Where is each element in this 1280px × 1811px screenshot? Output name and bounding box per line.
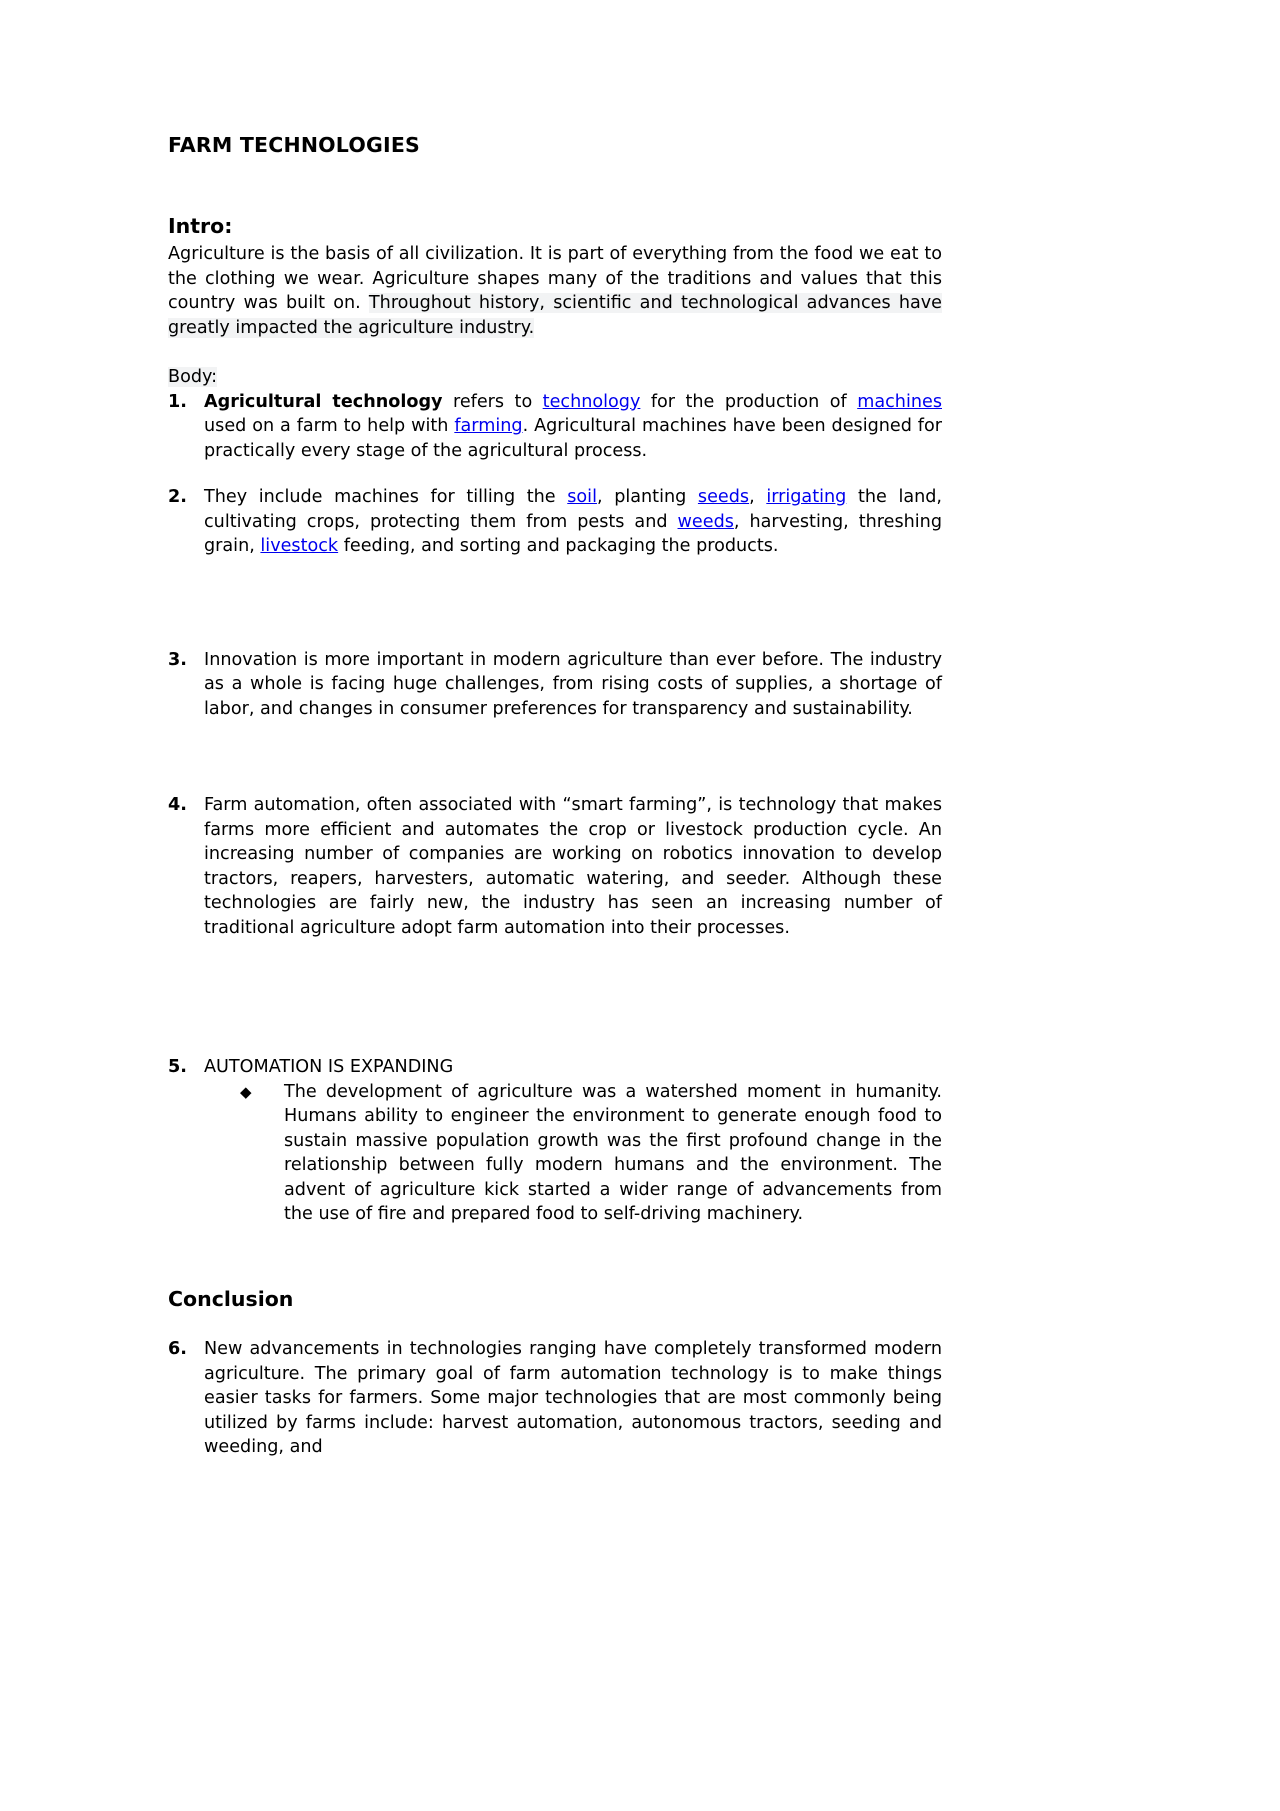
inline-link[interactable]: farming — [454, 416, 523, 437]
inline-link[interactable]: livestock — [260, 536, 339, 557]
intro-heading: Intro: — [168, 213, 233, 238]
text-run: Innovation is more important in modern agriculture than ever before. The industry as a whole is facing huge challenges, from rising costs of supplies, a shortage of labor, and changes in consumer preferences for transparency and sustainability. — [204, 649, 942, 719]
list-item — [168, 485, 942, 559]
inline-link[interactable]: machines — [857, 391, 942, 412]
text-run: , — [749, 487, 767, 508]
inline-link[interactable]: irrigating — [766, 487, 847, 508]
list-item-number: 6. — [168, 1339, 187, 1360]
list-item-text — [204, 650, 942, 719]
page-bottom-spacer — [168, 1460, 942, 1500]
text-run: , harvesting, threshing grain, — [204, 511, 942, 557]
sub-bullet-item — [240, 1080, 942, 1227]
list-item-number: 4. — [168, 795, 187, 816]
text-run: feeding, and sorting and packaging the products. — [338, 536, 779, 557]
text-run: . Agricultural machines have been designed for practically every stage of the agricultural process. — [204, 416, 942, 461]
text-run: AUTOMATION IS EXPANDING — [204, 1057, 454, 1078]
list-item-text — [204, 1339, 942, 1457]
list-item-number: 1. — [168, 391, 187, 412]
list-item-text — [204, 795, 942, 938]
list-item-number: 3. — [168, 649, 187, 670]
list-item-text — [204, 392, 942, 461]
bold-text: Agricultural technology — [204, 391, 443, 412]
list-item-text — [204, 1057, 453, 1077]
text-run: used on a farm to help with — [204, 416, 455, 437]
text-run: They include machines for tilling the — [204, 487, 568, 508]
list-item — [168, 793, 942, 940]
diamond-bullet-icon: ◆ — [240, 1082, 252, 1101]
body-label-wrapper — [168, 365, 942, 390]
document-content — [168, 0, 942, 1500]
body-label: Body: — [168, 367, 218, 388]
list-item-number: 5. — [168, 1057, 187, 1078]
list-item — [168, 648, 942, 722]
intro-text-plain: Agriculture is the basis of all civilization. It is part of everything from the food we eat to the clothing we wear. Agriculture shapes many of the traditions and values that this country was built on. — [168, 244, 942, 314]
inline-link[interactable]: technology — [542, 391, 641, 412]
text-run: the land, cultivating crops, protecting them from pests and — [204, 487, 943, 532]
text-run: , planting — [596, 487, 698, 508]
text-run: refers to — [442, 391, 543, 412]
text-run: for the production of — [640, 391, 858, 412]
text-run: New advancements in technologies ranging have completely transformed modern agriculture. The primary goal of farm automation technology is to make things easier tasks for farmers. Some major technologies that are most commonly being utilized by farms include: harvest automation, autonomous tractors, seeding and weeding, and — [204, 1339, 942, 1458]
inline-link[interactable]: soil — [567, 487, 597, 508]
inline-link[interactable]: seeds — [697, 487, 750, 508]
list-item — [168, 1055, 942, 1080]
list-item-text — [204, 487, 942, 556]
intro-text-highlighted: Throughout history, scientific and technological advances have greatly impacted the agriculture industry. — [168, 293, 942, 338]
sub-bullet-text: The development of agriculture was a watershed moment in humanity. Humans ability to engineer the environment to generate enough food to sustain massive population growth was the first profound change in the relationship between fully modern humans and the environment. The advent of agriculture kick started a wider range of advancements from the use of fire and prepared food to self-driving machinery. — [284, 1081, 942, 1225]
list-item-number: 2. — [168, 487, 187, 508]
conclusion-heading: Conclusion — [168, 1286, 294, 1311]
intro-paragraph — [168, 242, 942, 340]
list-item — [168, 390, 942, 464]
text-run: Farm automation, often associated with “smart farming”, is technology that makes farms more efficient and automates the crop or livestock production cycle. An increasing number of companies are working on robotics innovation to develop tractors, reapers, harvesters, automatic watering, and seeder. Although these technologies are fairly new, the industry has seen an increasing number of traditional agriculture adopt farm automation into their processes. — [204, 795, 942, 938]
inline-link[interactable]: weeds — [677, 511, 734, 532]
page-title: FARM TECHNOLOGIES — [168, 133, 420, 157]
list-item — [168, 1337, 942, 1460]
